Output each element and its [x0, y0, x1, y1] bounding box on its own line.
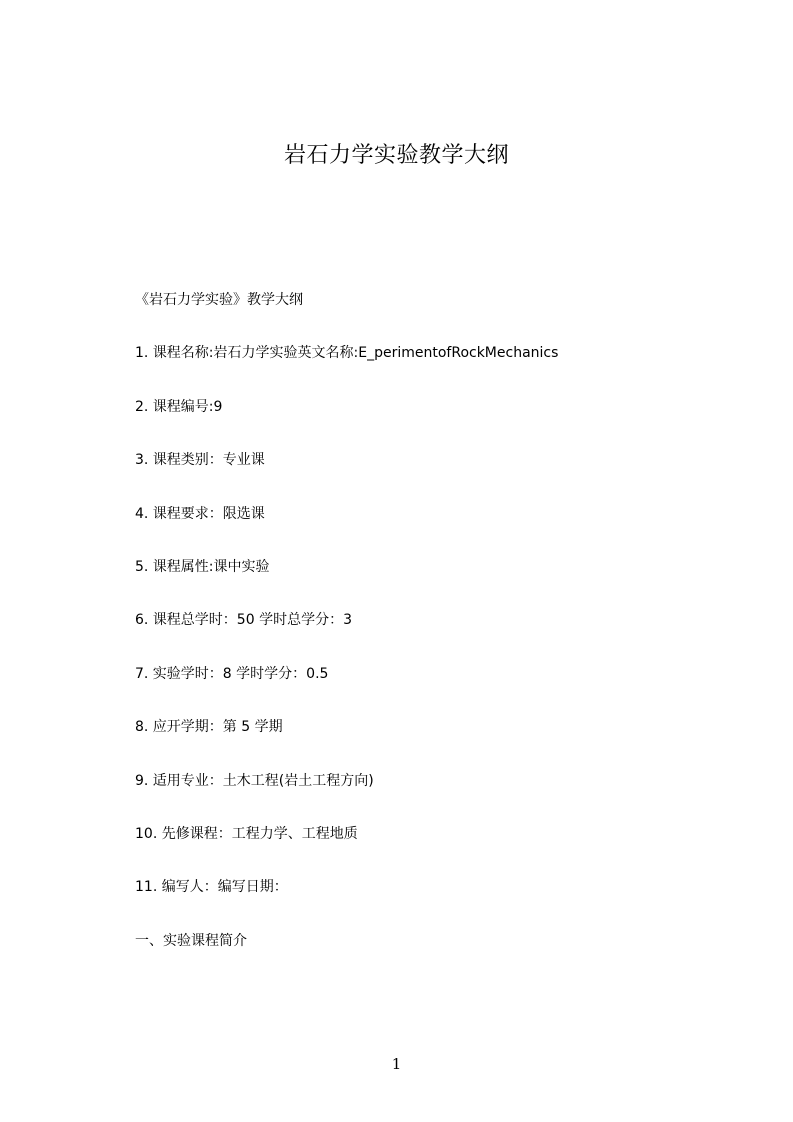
prerequisite-line: 10. 先修课程：工程力学、工程地质 — [135, 825, 358, 842]
applicable-major-line: 9. 适用专业：土木工程(岩土工程方向) — [135, 772, 374, 789]
syllabus-lines — [135, 288, 755, 982]
course-attribute-line: 5. 课程属性:课中实验 — [135, 558, 270, 575]
course-name-line: 1. 课程名称:岩石力学实验英文名称:E_perimentofRockMechanics — [135, 345, 559, 362]
page-number: 1 — [391, 1055, 402, 1073]
author-date-line: 11. 编写人：编写日期： — [135, 879, 288, 896]
semester-line: 8. 应开学期：第 5 学期 — [135, 719, 283, 736]
course-category-line: 3. 课程类别：专业课 — [135, 452, 265, 469]
course-code-line: 2. 课程编号:9 — [135, 398, 223, 415]
course-requirement-line: 4. 课程要求：限选课 — [135, 505, 265, 522]
lab-hours-line: 7. 实验学时：8 学时学分：0.5 — [135, 665, 329, 682]
syllabus-heading: 《岩石力学实验》教学大纲 — [135, 292, 303, 308]
total-hours-line: 6. 课程总学时：50 学时总学分：3 — [135, 612, 352, 629]
section-heading-introduction: 一、实验课程简介 — [135, 932, 247, 949]
document-title: 岩石力学实验教学大纲 — [283, 143, 509, 168]
